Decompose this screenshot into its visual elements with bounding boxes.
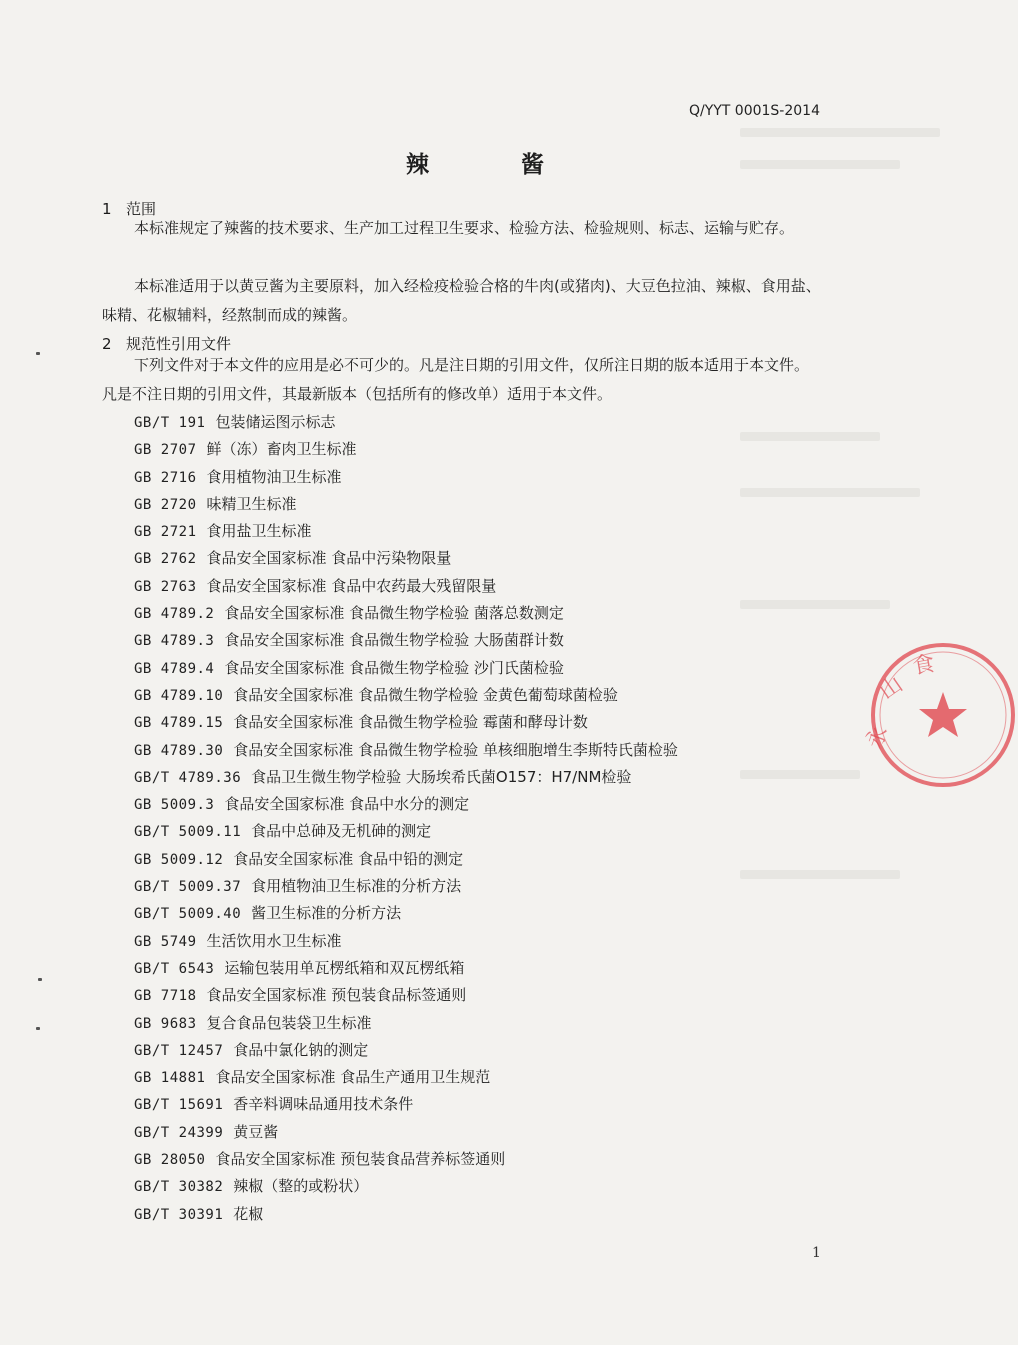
reference-code: GB 2716: [134, 469, 197, 486]
reference-code: GB/T 6543: [134, 960, 215, 977]
reference-code: GB 4789.4: [134, 660, 215, 677]
paragraph: 本标准规定了辣酱的技术要求、生产加工过程卫生要求、检验方法、检验规则、标志、运输与贮存。: [134, 219, 795, 237]
reference-title: 食品安全国家标准 食品微生物学检验 单核细胞增生李斯特氏菌检验: [233, 740, 678, 759]
reference-item: [134, 928, 678, 955]
svg-text:山: 山: [875, 671, 908, 705]
reference-title: 黄豆酱: [233, 1122, 279, 1141]
bleed-through-mark: [740, 870, 900, 879]
reference-title: 运输包装用单瓦楞纸箱和双瓦楞纸箱: [224, 958, 465, 977]
reference-item: [134, 491, 678, 518]
reference-title: 食品卫生微生物学检验 大肠埃希氏菌O157：H7/NM检验: [251, 767, 632, 786]
scan-speck: [36, 1027, 40, 1030]
reference-code: GB 5009.3: [134, 797, 215, 814]
reference-item: [134, 1173, 678, 1200]
reference-item: [134, 1064, 678, 1091]
bleed-through-mark: [740, 770, 860, 779]
reference-item: [134, 655, 678, 682]
scan-speck: [38, 978, 42, 981]
bleed-through-mark: [740, 432, 880, 441]
reference-item: [134, 464, 678, 491]
reference-item: [134, 627, 678, 654]
reference-item: [134, 709, 678, 736]
reference-title: 食用盐卫生标准: [206, 522, 312, 541]
reference-title: 味精卫生标准: [206, 494, 297, 513]
bleed-through-mark: [740, 600, 890, 609]
reference-code: GB 5749: [134, 933, 197, 950]
reference-title: 食品安全国家标准 食品微生物学检验 大肠菌群计数: [224, 631, 564, 650]
reference-item: [134, 982, 678, 1009]
paragraph: 本标准适用于以黄豆酱为主要原料，加入经检疫检验合格的牛肉(或猪肉)、大豆色拉油、辣椒、食用盐、味精、花椒辅料，经熬制而成的辣酱。: [102, 277, 821, 324]
reference-code: GB/T 4789.36: [134, 769, 242, 786]
reference-title: 包装储运图示标志: [215, 413, 336, 431]
scan-speck: [36, 352, 40, 355]
reference-title: 食品安全国家标准 食品生产通用卫生规范: [215, 1068, 491, 1087]
reference-title: 食品安全国家标准 预包装食品营养标签通则: [215, 1150, 506, 1169]
reference-item: [134, 436, 678, 463]
section-title: 规范性引用文件: [126, 335, 232, 353]
reference-item: [134, 737, 678, 764]
page-number: 1: [812, 1245, 821, 1261]
reference-item: [134, 1010, 678, 1037]
reference-list: [134, 409, 678, 1228]
document-number: Q/YYT 0001S-2014: [688, 103, 820, 119]
reference-title: 花椒: [233, 1204, 264, 1223]
paragraph: 下列文件对于本文件的应用是必不可少的。凡是注日期的引用文件，仅所注日期的版本适用于本文件。凡是不注日期的引用文件，其最新版本（包括所有的修改单）适用于本文件。: [102, 356, 810, 403]
reference-item: [134, 791, 678, 818]
reference-item: [134, 846, 678, 873]
reference-title: 食品安全国家标准 食品中铅的测定: [233, 849, 464, 868]
reference-title: 香辛料调味品通用技术条件: [233, 1095, 414, 1114]
reference-item: [134, 1201, 678, 1228]
reference-code: GB/T 5009.40: [134, 906, 242, 923]
bleed-through-mark: [740, 488, 920, 497]
reference-code: GB 28050: [134, 1152, 206, 1169]
reference-item: [134, 1037, 678, 1064]
reference-code: GB 2763: [134, 578, 197, 595]
reference-item: [134, 518, 678, 545]
reference-title: 食品安全国家标准 食品微生物学检验 霉菌和酵母计数: [233, 713, 588, 732]
svg-text:永: 永: [862, 722, 894, 753]
reference-title: 食品安全国家标准 食品微生物学检验 菌落总数测定: [224, 604, 564, 623]
reference-title: 食品安全国家标准 食品微生物学检验 沙门氏菌检验: [224, 658, 564, 677]
reference-code: GB 4789.3: [134, 633, 215, 650]
reference-title: 食品安全国家标准 食品微生物学检验 金黄色葡萄球菌检验: [233, 685, 618, 704]
reference-item: [134, 682, 678, 709]
reference-item: [134, 1146, 678, 1173]
reference-code: GB 2721: [134, 524, 197, 541]
reference-code: GB 5009.12: [134, 851, 224, 868]
reference-title: 食品安全国家标准 预包装食品标签通则: [206, 986, 467, 1005]
reference-code: GB 4789.30: [134, 742, 224, 759]
reference-code: GB 2707: [134, 442, 197, 459]
reference-title: 酱卫生标准的分析方法: [251, 904, 402, 923]
reference-item: [134, 409, 678, 436]
reference-item: [134, 873, 678, 900]
reference-code: GB/T 191: [134, 415, 206, 431]
reference-item: [134, 764, 678, 791]
reference-item: [134, 573, 678, 600]
reference-code: GB/T 15691: [134, 1097, 224, 1114]
reference-title: 食用植物油卫生标准: [206, 467, 342, 486]
reference-title: 食品中总砷及无机砷的测定: [251, 822, 432, 841]
reference-code: GB 9683: [134, 1015, 197, 1032]
reference-code: GB 4789.2: [134, 606, 215, 623]
reference-code: GB/T 30391: [134, 1206, 224, 1223]
reference-title: 食品中氯化钠的测定: [233, 1040, 369, 1059]
reference-title: 鲜（冻）畜肉卫生标准: [206, 440, 357, 459]
reference-code: GB/T 5009.37: [134, 879, 242, 896]
reference-code: GB/T 30382: [134, 1179, 224, 1196]
reference-item: [134, 1119, 678, 1146]
reference-code: GB/T 24399: [134, 1124, 224, 1141]
bleed-through-mark: [740, 128, 940, 137]
reference-code: GB 2720: [134, 496, 197, 513]
reference-code: GB 14881: [134, 1070, 206, 1087]
reference-title: 食品安全国家标准 食品中污染物限量: [206, 549, 452, 568]
reference-item: [134, 818, 678, 845]
reference-title: 食品安全国家标准 食品中水分的测定: [224, 795, 470, 814]
svg-text:食: 食: [910, 651, 937, 680]
section-title: 范围: [126, 200, 157, 218]
reference-title: 生活饮用水卫生标准: [206, 931, 342, 950]
page-title: 辣 酱: [405, 151, 586, 178]
reference-code: GB 2762: [134, 551, 197, 568]
reference-code: GB/T 12457: [134, 1042, 224, 1059]
reference-item: [134, 955, 678, 982]
section-number: 2: [102, 335, 112, 353]
reference-item: [134, 900, 678, 927]
reference-title: 食品安全国家标准 食品中农药最大残留限量: [206, 576, 497, 595]
reference-title: 食用植物油卫生标准的分析方法: [251, 877, 462, 896]
reference-item: [134, 600, 678, 627]
reference-code: GB 7718: [134, 988, 197, 1005]
reference-code: GB/T 5009.11: [134, 824, 242, 841]
reference-code: GB 4789.15: [134, 715, 224, 732]
company-seal-stamp: [862, 640, 1018, 790]
section-number: 1: [102, 200, 112, 218]
reference-title: 辣椒（整的或粉状）: [233, 1177, 369, 1196]
reference-item: [134, 1091, 678, 1118]
reference-code: GB 4789.10: [134, 687, 224, 704]
reference-title: 复合食品包装袋卫生标准: [206, 1013, 372, 1032]
reference-item: [134, 545, 678, 572]
